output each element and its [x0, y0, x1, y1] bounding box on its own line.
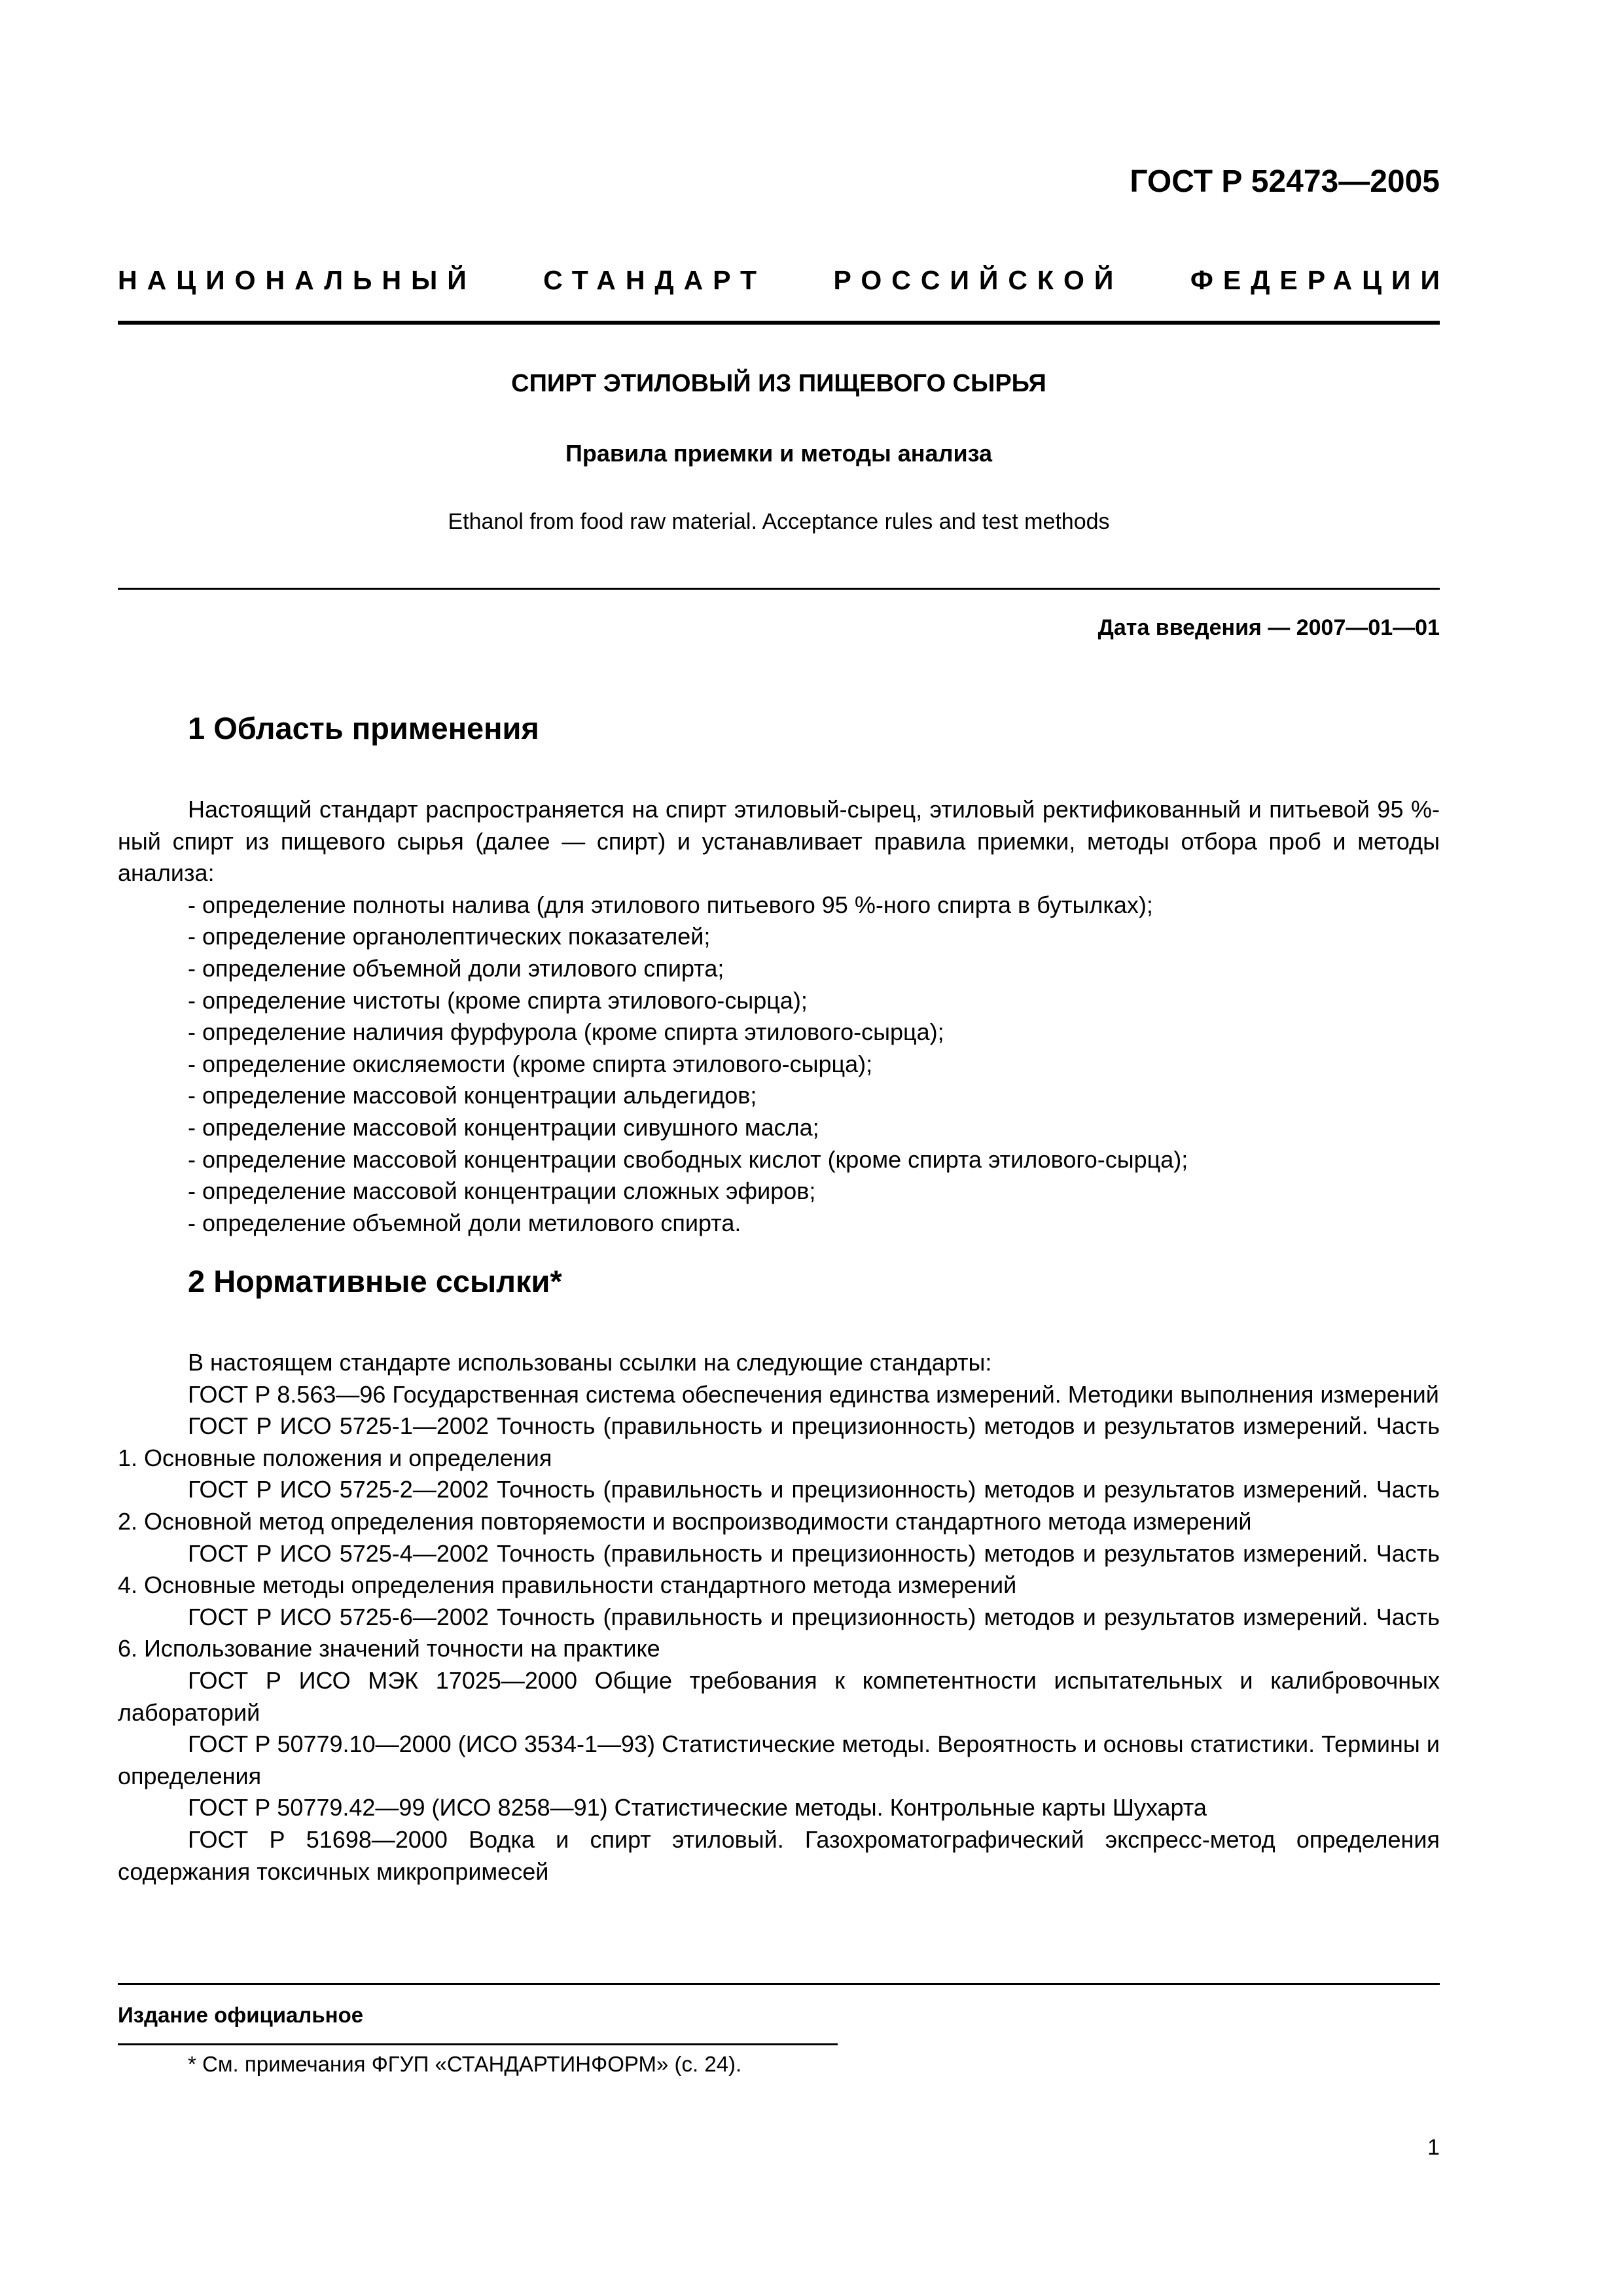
list-item: - определение массовой концентрации сивушного масла;	[188, 1113, 819, 1141]
footnote-divider	[118, 2043, 838, 2045]
body-end-divider	[118, 1983, 1440, 1985]
document-subtitle: Правила приемки и методы анализа	[565, 440, 993, 467]
english-title: Ethanol from food raw material. Acceptance rules and test methods	[448, 509, 1110, 534]
reference-entry: ГОСТ Р 51698—2000 Водка и спирт этиловый. Газохроматографический экспресс-метод определения содержания токсичных микропримесей	[118, 1825, 1440, 1885]
title-divider	[118, 588, 1440, 590]
reference-entry: ГОСТ Р ИСО МЭК 17025—2000 Общие требования к компетентности испытательных и калибровочных лабораторий	[118, 1666, 1440, 1726]
section-1-heading: 1 Область применения	[188, 711, 539, 745]
reference-entry: ГОСТ Р ИСО 5725-2—2002 Точность (правильность и прецизионность) методов и результатов измерений. Часть 2. Основной метод определения повторяемости и воспроизводимости стандартного метода измерений	[118, 1476, 1440, 1535]
introduction-date: Дата введения — 2007—01—01	[1097, 615, 1440, 640]
list-item: - определение массовой концентрации сложных эфиров;	[188, 1177, 816, 1205]
list-item: - определение массовой концентрации альдегидов;	[188, 1082, 757, 1109]
section-1-body	[118, 794, 1440, 1239]
list-item: - определение объемной доли метилового спирта.	[188, 1209, 741, 1236]
reference-entry: ГОСТ Р 8.563—96 Государственная система обеспечения единства измерений. Методики выполнения измерений	[188, 1380, 1439, 1408]
banner-word: НАЦИОНАЛЬНЫЙ	[118, 265, 476, 295]
banner-word: ФЕДЕРАЦИИ	[1190, 265, 1450, 295]
banner-word: СТАНДАРТ	[543, 265, 767, 295]
list-item: - определение чистоты (кроме спирта этилового-сырца);	[188, 986, 808, 1014]
reference-entry: ГОСТ Р ИСО 5725-4—2002 Точность (правильность и прецизионность) методов и результатов измерений. Часть 4. Основные методы определения правильности стандартного метода измерений	[118, 1539, 1440, 1599]
list-item: - определение наличия фурфурола (кроме спирта этилового-сырца);	[188, 1018, 944, 1046]
reference-entry: ГОСТ Р 50779.10—2000 (ИСО 3534-1—93) Статистические методы. Вероятность и основы статистики. Термины и определения	[118, 1731, 1440, 1789]
list-item: - определение органолептических показателей;	[188, 923, 711, 950]
document-page	[118, 0, 1450, 2296]
header-divider	[118, 321, 1440, 325]
official-edition-label: Издание официальное	[118, 2003, 364, 2027]
banner-word: РОССИЙСКОЙ	[833, 265, 1124, 295]
footnote: * См. примечания ФГУП «СТАНДАРТИНФОРМ» (с. 24).	[188, 2052, 742, 2076]
list-item: - определение полноты налива (для этилового питьевого 95 %-ного спирта в бутылках);	[188, 891, 1153, 918]
document-title: СПИРТ ЭТИЛОВЫЙ ИЗ ПИЩЕВОГО СЫРЬЯ	[511, 370, 1046, 397]
list-item: - определение объемной доли этилового спирта;	[188, 954, 724, 982]
reference-entry: ГОСТ Р 50779.42—99 (ИСО 8258—91) Статистические методы. Контрольные карты Шухарта	[188, 1794, 1207, 1821]
national-standard-banner	[118, 265, 1450, 296]
page-number: 1	[1427, 2135, 1440, 2160]
list-item: - определение массовой концентрации свободных кислот (кроме спирта этилового-сырца);	[188, 1145, 1188, 1173]
reference-entry: ГОСТ Р ИСО 5725-1—2002 Точность (правильность и прецизионность) методов и результатов измерений. Часть 1. Основные положения и определения	[118, 1412, 1440, 1471]
reference-entry: ГОСТ Р ИСО 5725-6—2002 Точность (правильность и прецизионность) методов и результатов измерений. Часть 6. Использование значений точности на практике	[118, 1603, 1440, 1662]
section-1-intro: Настоящий стандарт распространяется на спирт этиловый-сырец, этиловый ректификованный и питьевой 95 %-ный спирт из пищевого сырья (далее — спирт) и устанавливает правила приемки, методы отбора проб и методы анализа:	[118, 796, 1440, 887]
section-2-body	[118, 1347, 1440, 1888]
list-item: - определение окисляемости (кроме спирта этилового-сырца);	[188, 1050, 873, 1077]
gost-number: ГОСТ Р 52473—2005	[1130, 164, 1440, 199]
section-2-intro: В настоящем стандарте использованы ссылки на следующие стандарты:	[188, 1349, 992, 1376]
section-2-heading: 2 Нормативные ссылки*	[188, 1264, 562, 1299]
